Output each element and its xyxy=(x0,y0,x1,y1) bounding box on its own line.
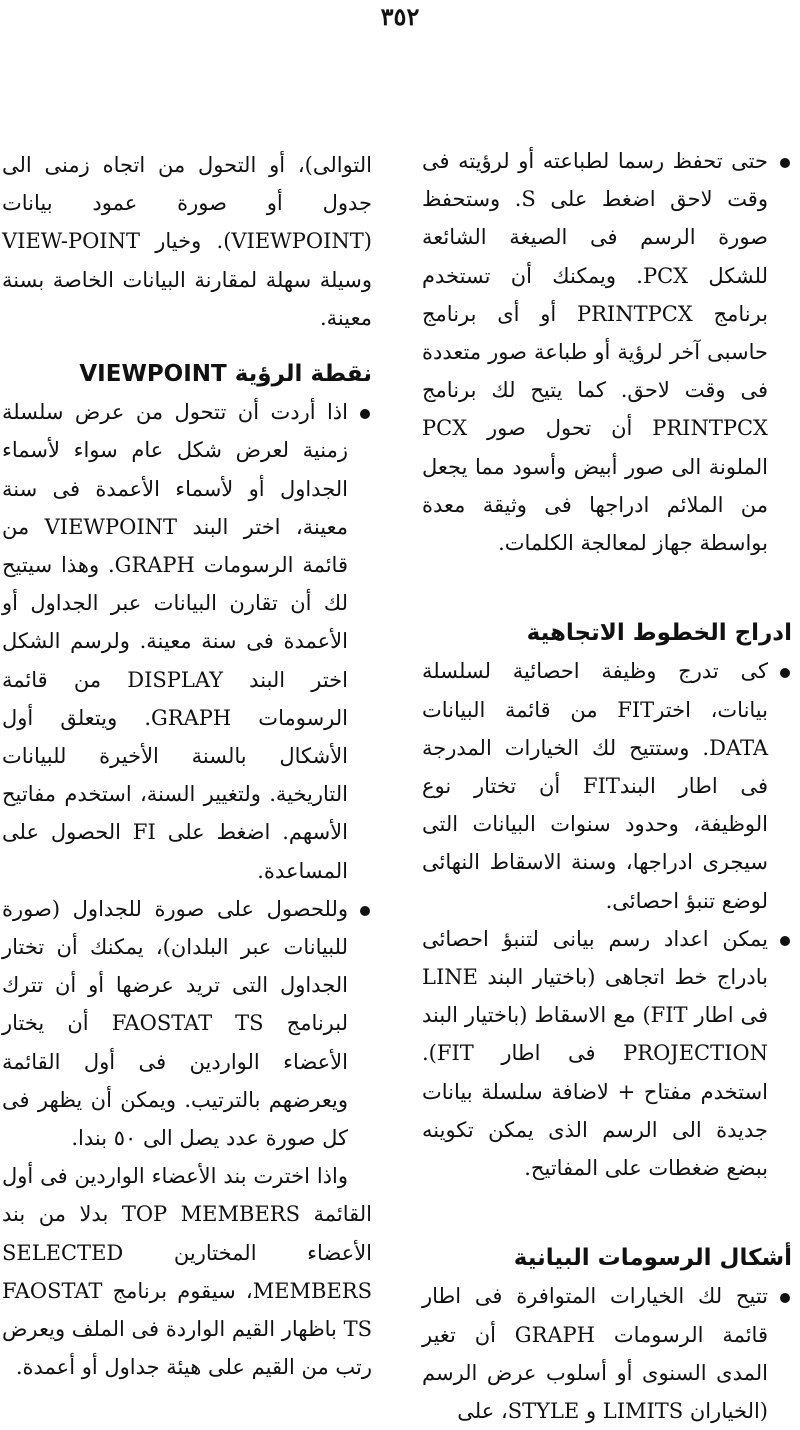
trend-bullet-1-text: كى تدرج وظيفة احصائية لسلسلة بيانات، اخترFIT من قائمة البيانات DATA. وستتيح لك الخيارات المدرجة فى اطار البندFIT أن تختار نوع الوظيفة، وحدود سنوات البيانات التى سيجرى ادراجها، وسنة الاسقاط النهائى لوضع تنبؤ احصائى. xyxy=(422,659,768,913)
trend-bullet-2-text: يمكن اعداد رسم بيانى لتنبؤ احصائى بادراج خط اتجاهى (باختيار البند LINE فى اطار FIT) مع الاسقاط (باختيار البند PROJECTION فى اطار FIT). استخدم مفتاح + لاضافة سلسلة بيانات جديدة الى الرسم الذى يمكن تكوينه ببضع ضغطات على المفاتيح. xyxy=(422,926,768,1181)
page-number: ٣٥٢ xyxy=(380,2,420,31)
bullet-dot-icon xyxy=(360,409,370,419)
intro-bullet xyxy=(422,142,792,562)
intro-bullet-text: حتى تحفظ رسما لطباعته أو لرؤيته فى وقت لاحق اضغط على S. وستحفظ صورة الرسم فى الصيغة الشائعة للشكل PCX. ويمكنك أن تستخدم برنامج PRINTPCX أو أى برنامج حاسبى آخر لرؤية أو طباعة صور متعددة فى وقت لاحق. كما يتيح لك برنامج PRINTPCX أن تحول صور PCX الملونة الى صور أبيض وأسود مما يجعل من الملائم ادراجها فى وثيقة معدة بواسطة جهاز لمعالجة الكلمات. xyxy=(422,149,768,556)
trend-bullet-2 xyxy=(422,920,792,1187)
trend-lines-heading: ادراج الخطوط الاتجاهية xyxy=(526,620,792,647)
viewpoint-bullet-1-text: اذا أردت أن تتحول من عرض سلسلة زمنية لعرض شكل عام سواء لأسماء الجداول أو لأسماء الأعمدة فى سنة معينة، اختر البند VIEWPOINT من قائمة الرسومات GRAPH. وهذا سيتيح لك أن تقارن البيانات عبر الجداول أو الأعمدة فى سنة معينة. ولرسم الشكل اختر البند DISPLAY من قائمة الرسومات GRAPH. ويتعلق أول الأشكال بالسنة الأخيرة للبيانات التاريخية. ولتغيير السنة، استخدم مفاتيح الأسهم. اضغط على FI الحصول على المساعدة. xyxy=(2,400,348,883)
viewpoint-heading: نقطة الرؤية VIEWPOINT xyxy=(79,361,372,388)
viewpoint-bullet-2 xyxy=(2,890,372,1157)
trend-bullet-1 xyxy=(422,652,792,919)
continuation-paragraph: التوالى)، أو التحول من اتجاه زمنى الى جدول أو صورة عمود بيانات (VIEWPOINT). وخيار VIEW-POINT وسيلة سهلة لمقارنة البيانات الخاصة بسنة معينة. xyxy=(2,153,372,330)
bullet-dot-icon xyxy=(780,1293,790,1303)
left-column xyxy=(2,146,372,1387)
bullet-dot-icon xyxy=(780,936,790,946)
right-column xyxy=(422,142,792,1430)
bullet-dot-icon xyxy=(780,158,790,168)
graph-shapes-heading: أشكال الرسومات البيانية xyxy=(513,1245,792,1272)
graph-bullet-1 xyxy=(422,1277,792,1430)
viewpoint-bullet-1 xyxy=(2,393,372,890)
bullet-dot-icon xyxy=(360,906,370,916)
top-members-paragraph: واذا اخترت بند الأعضاء الواردين فى أول القائمة TOP MEMBERS بدلا من بند الأعضاء المختارين SELECTED MEMBERS، سيقوم برنامج FAOSTAT TS باظهار القيم الواردة فى الملف ويعرض رتب من القيم على هيئة جداول أو أعمدة. xyxy=(2,1164,372,1380)
bullet-dot-icon xyxy=(780,668,790,678)
graph-bullet-1-text: تتيح لك الخيارات المتوافرة فى اطار قائمة الرسومات GRAPH أن تغير المدى السنوى أو أسلوب عرض الرسم (الخياران LIMITS و STYLE، على xyxy=(422,1284,768,1424)
viewpoint-bullet-2-text: وللحصول على صورة للجداول (صورة للبيانات عبر البلدان)، يمكنك أن تختار الجداول التى تريد عرضها أو أن تترك لبرنامج FAOSTAT TS أن يختار الأعضاء الواردين فى أول القائمة ويعرضهم بالترتيب. ويمكن أن يظهر فى كل صورة عدد يصل الى ٥٠ بندا. xyxy=(2,896,349,1151)
